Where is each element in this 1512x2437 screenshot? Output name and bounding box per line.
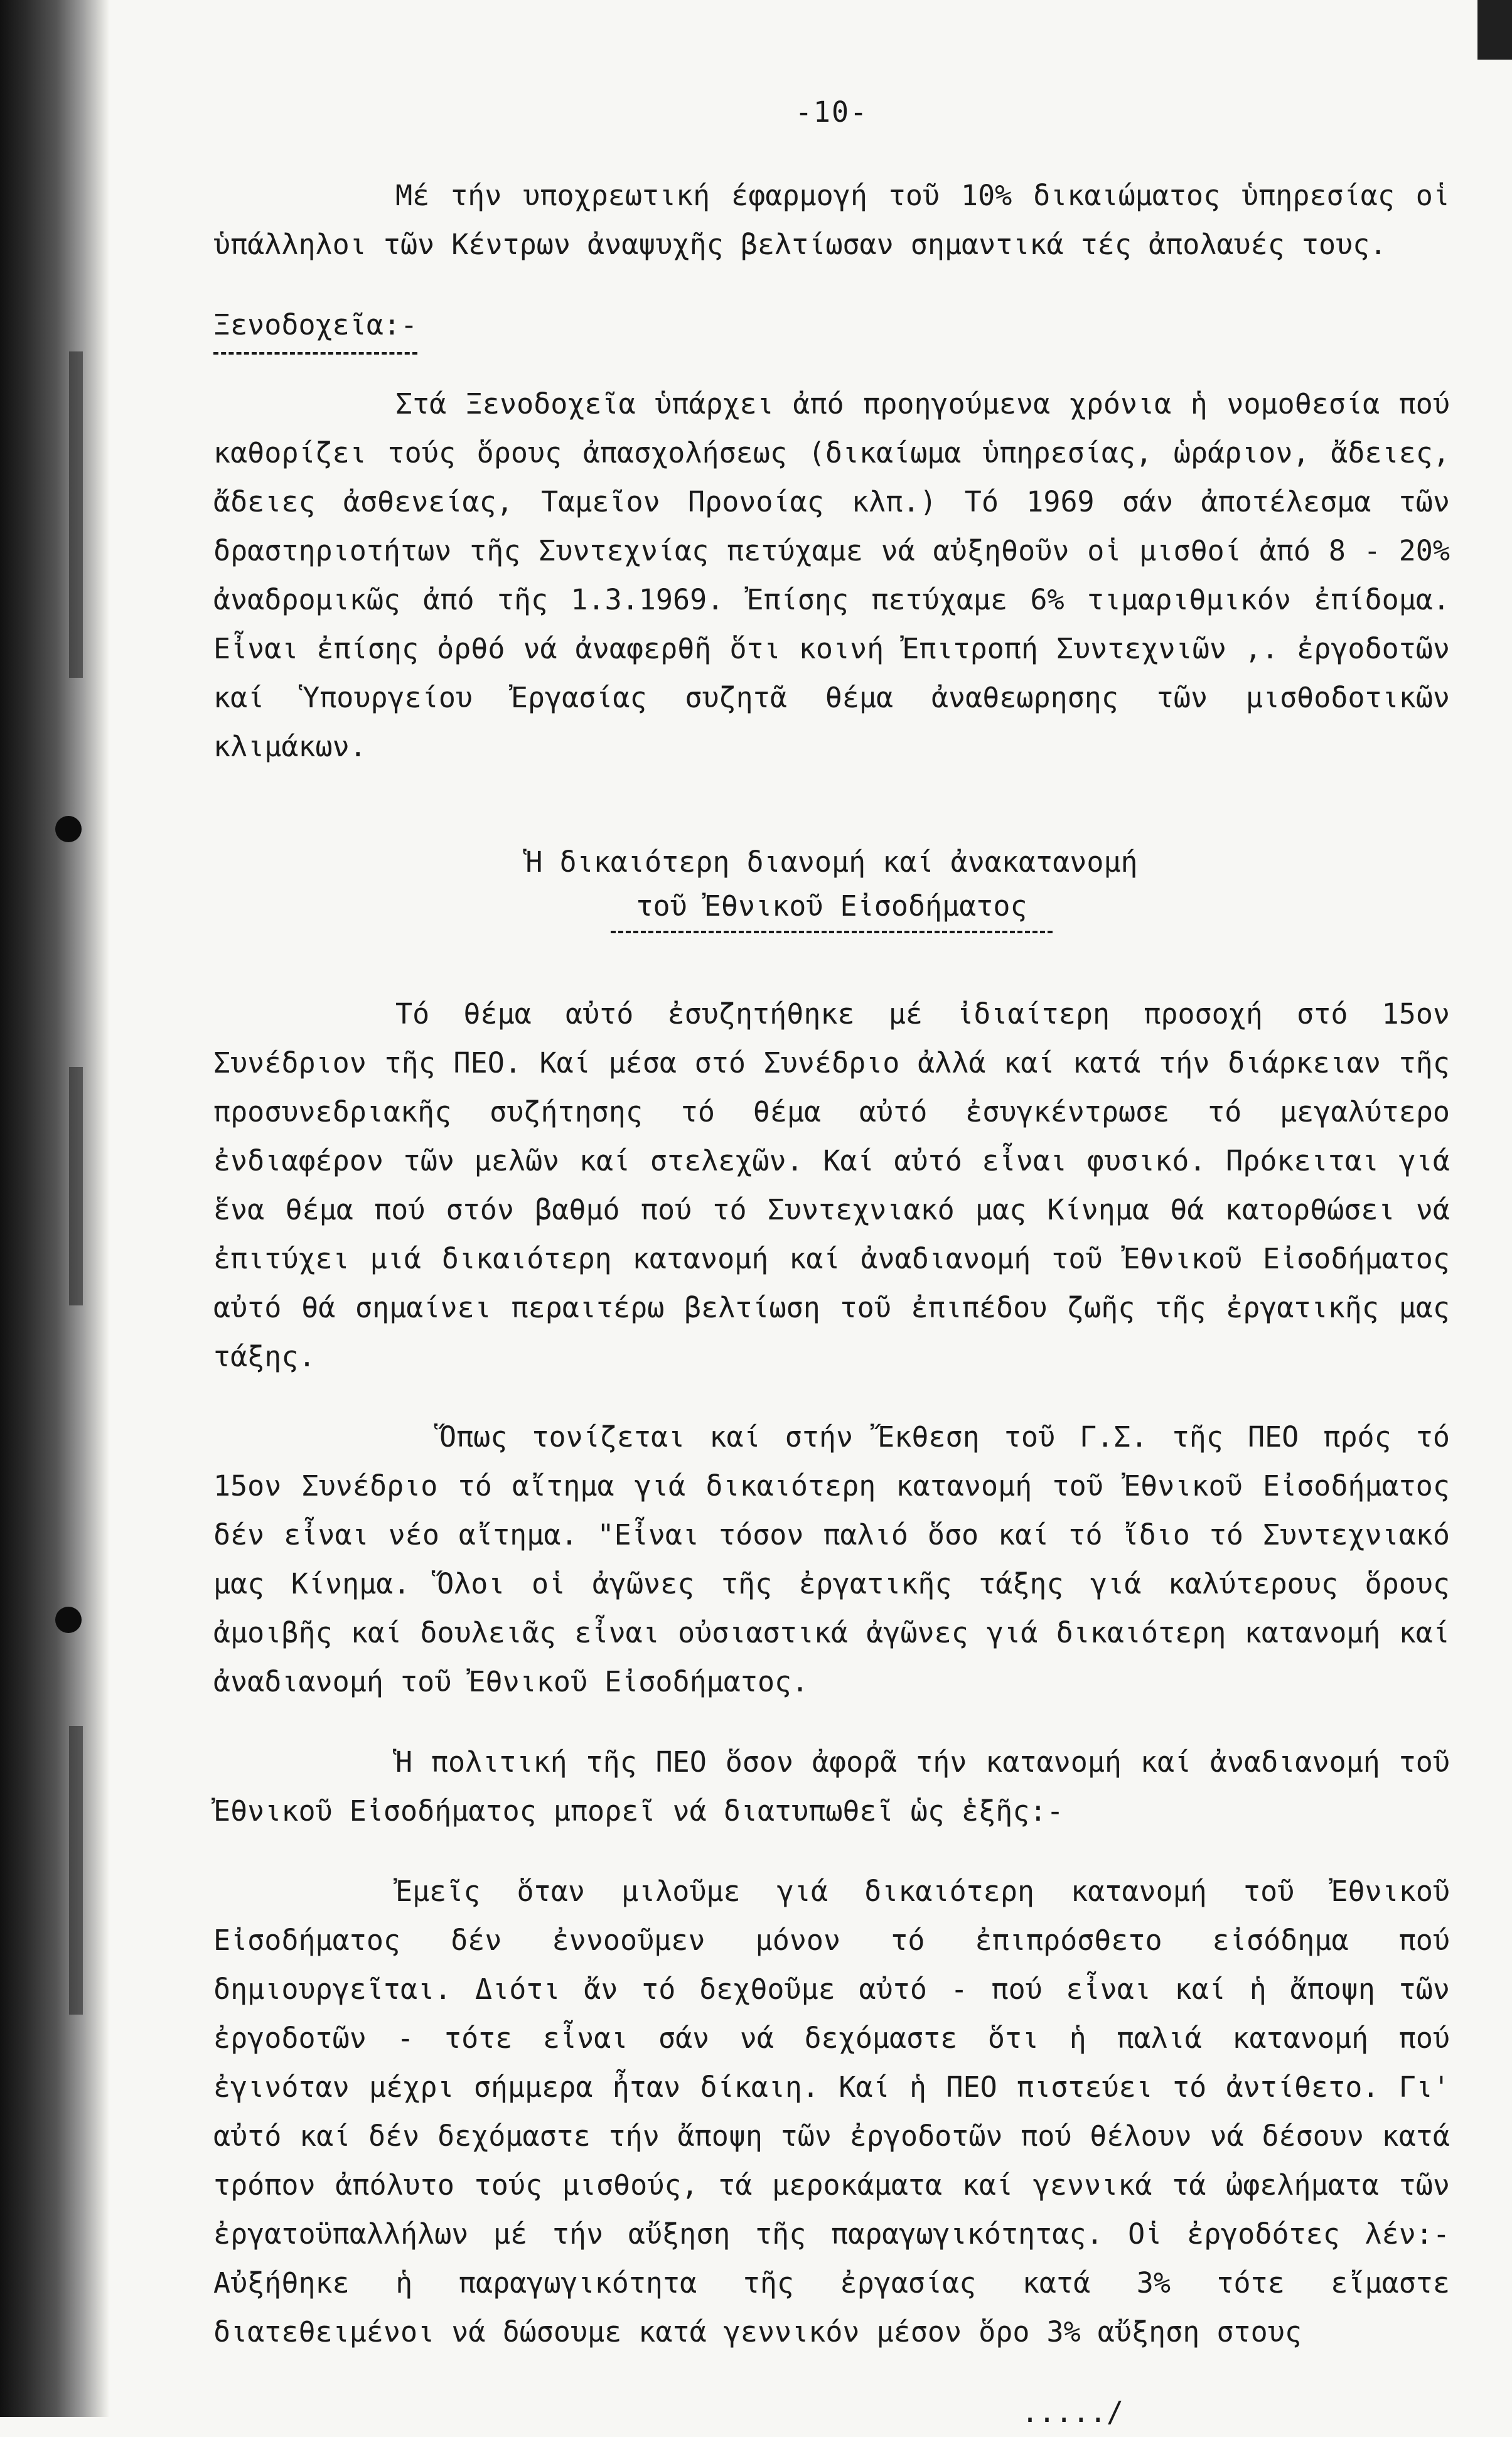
section-hotels (213, 301, 1450, 771)
section-hotels-heading: Ξενοδοχεῖα:- (213, 301, 417, 355)
page-binding-edge (0, 0, 110, 2417)
income-paragraph-4: Ἐμεῖς ὅταν μιλοῦμε γιά δικαιότερη κατανομή τοῦ Ἐθνικοῦ Εἰσοδήματος δέν ἐννοοῦμεν μόνον τό ἐπιπρόσθετο εἰσόδημα πού δημιουργεῖται. Διότι ἄν τό δεχθοῦμε αὐτό - πού εἶναι καί ἡ ἄποψη τῶν ἐργοδοτῶν - τότε εἶναι σάν νά δεχόμαστε ὅτι ἡ παλιά κατανομή πού ἐγινόταν μέχρι σήμμερα ἦταν δίκαιη. Καί ἡ ΠΕΟ πιστεύει τό ἀντίθετο. Γι' αὐτό καί δέν δεχόμαστε τήν ἄποψη τῶν ἐργοδοτῶν πού θέλουν νά δέσουν κατά τρόπον ἀπόλυτο τούς μισθούς, τά μεροκάματα καί γεννικά τά ὠφελήματα τῶν ἐργατοϋπαλλήλων μέ τήν αὔξηση τῆς παραγωγικότητας. Οἱ ἐργοδότες λέν:- Αὐξήθηκε ἡ παραγωγικότητα τῆς ἐργασίας κατά 3% τότε εἴμαστε διατεθειμένοι νά δώσουμε κατά γεννικόν μέσον ὅρο 3% αὔξηση στους (213, 1875, 1450, 2349)
section-income-heading-line2: τοῦ Ἐθνικοῦ Εἰσοδήματος (611, 884, 1052, 933)
document-page (213, 88, 1450, 2429)
income-paragraph-2: Ὅπως τονίζεται καί στήν Ἔκθεση τοῦ Γ.Σ. τῆς ΠΕΟ πρός τό 15ον Συνέδριο τό αἴτημα γιά δικαιότερη κατανομή τοῦ Ἐθνικοῦ Εἰσοδήματος δέν εἶναι νέο αἴτημα. "Εἶναι τόσον παλιό ὅσο καί τό ἴδιο τό Συντεχνιακό μας Κίνημα. Ὅλοι οἱ ἀγῶνες τῆς ἐργατικῆς τάξης γιά καλύτερους ὅρους ἀμοιβῆς καί δουλειᾶς εἶναι οὐσιαστικά ἀγῶνες γιά δικαιότερη κατανομή καί ἀναδιανομή τοῦ Ἐθνικοῦ Εἰσοδήματος. (213, 1420, 1450, 1698)
scan-shadow-streak (69, 1726, 83, 2015)
punch-hole (55, 816, 82, 842)
section-income-heading-line1: Ἡ δικαιότερη διανομή καί ἀνακατανομή (525, 845, 1138, 879)
page-number: -10- (795, 95, 869, 129)
punch-hole (55, 1607, 82, 1633)
income-paragraph-1: Τό θέμα αὐτό ἐσυζητήθηκε μέ ἰδιαίτερη προσοχή στό 15ον Συνέδριον τῆς ΠΕΟ. Καί μέσα στό Συνέδριο ἀλλά καί κατά τήν διάρκειαν τῆς προσυνεδριακῆς συζήτησης τό θέμα αὐτό ἐσυγκέντρωσε τό μεγαλύτερο ἐνδιαφέρον τῶν μελῶν καί στελεχῶν. Καί αὐτό εἶναι φυσικό. Πρόκειται γιά ἕνα θέμα πού στόν βαθμό πού τό Συντεχνιακό μας Κίνημα θά κατορθώσει νά ἐπιτύχει μιά δικαιότερη κατανομή καί ἀναδιανομή τοῦ Ἐθνικοῦ Εἰσοδήματος αὐτό θά σημαίνει περαιτέρω βελτίωση τοῦ ἐπιπέδου ζωῆς τῆς ἐργατικῆς μας τάξης. (213, 997, 1450, 1373)
continuation-mark: ...../ (1021, 2396, 1123, 2429)
scan-shadow-streak (69, 1067, 83, 1305)
intro-paragraph: Μέ τήν υποχρεωτική έφαρμογή τοῦ 10% δικαιώματος ὑπηρεσίας οἱ ὑπάλληλοι τῶν Κέντρων ἀναψυχῆς βελτίωσαν σημαντικά τές ἀπολαυές τους. (213, 179, 1450, 261)
scan-shadow-streak (69, 351, 83, 678)
section-income-heading (213, 840, 1450, 933)
scan-corner-mark (1477, 0, 1512, 60)
section-hotels-body: Στά Ξενοδοχεῖα ὑπάρχει ἀπό προηγούμενα χρόνια ἡ νομοθεσία πού καθορίζει τούς ὅρους ἀπασχολήσεως (δικαίωμα ὑπηρεσίας, ὡράριον, ἄδειες, ἄδειες ἀσθενείας, Ταμεῖον Προνοίας κλπ.) Τό 1969 σάν ἀποτέλεσμα τῶν δραστηριοτήτων τῆς Συντεχνίας πετύχαμε νά αὐξηθοῦν οἱ μισθοί ἀπό 8 - 20% ἀναδρομικῶς ἀπό τῆς 1.3.1969. Ἐπίσης πετύχαμε 6% τιμαριθμικόν ἐπίδομα. Εἶναι ἐπίσης ὀρθό νά ἀναφερθῆ ὅτι κοινή Ἐπιτροπή Συντεχνιῶν ,. ἐργοδοτῶν καί Ὑπουργείου Ἐργασίας συζητᾶ θέμα ἀναθεωρησης τῶν μισθοδοτικῶν κλιμάκων. (213, 387, 1450, 763)
income-paragraph-3: Ἡ πολιτική τῆς ΠΕΟ ὅσον ἀφορᾶ τήν κατανομή καί ἀναδιανομή τοῦ Ἐθνικοῦ Εἰσοδήματος μπορεῖ νά διατυπωθεῖ ὡς ἑξῆς:- (213, 1745, 1450, 1828)
